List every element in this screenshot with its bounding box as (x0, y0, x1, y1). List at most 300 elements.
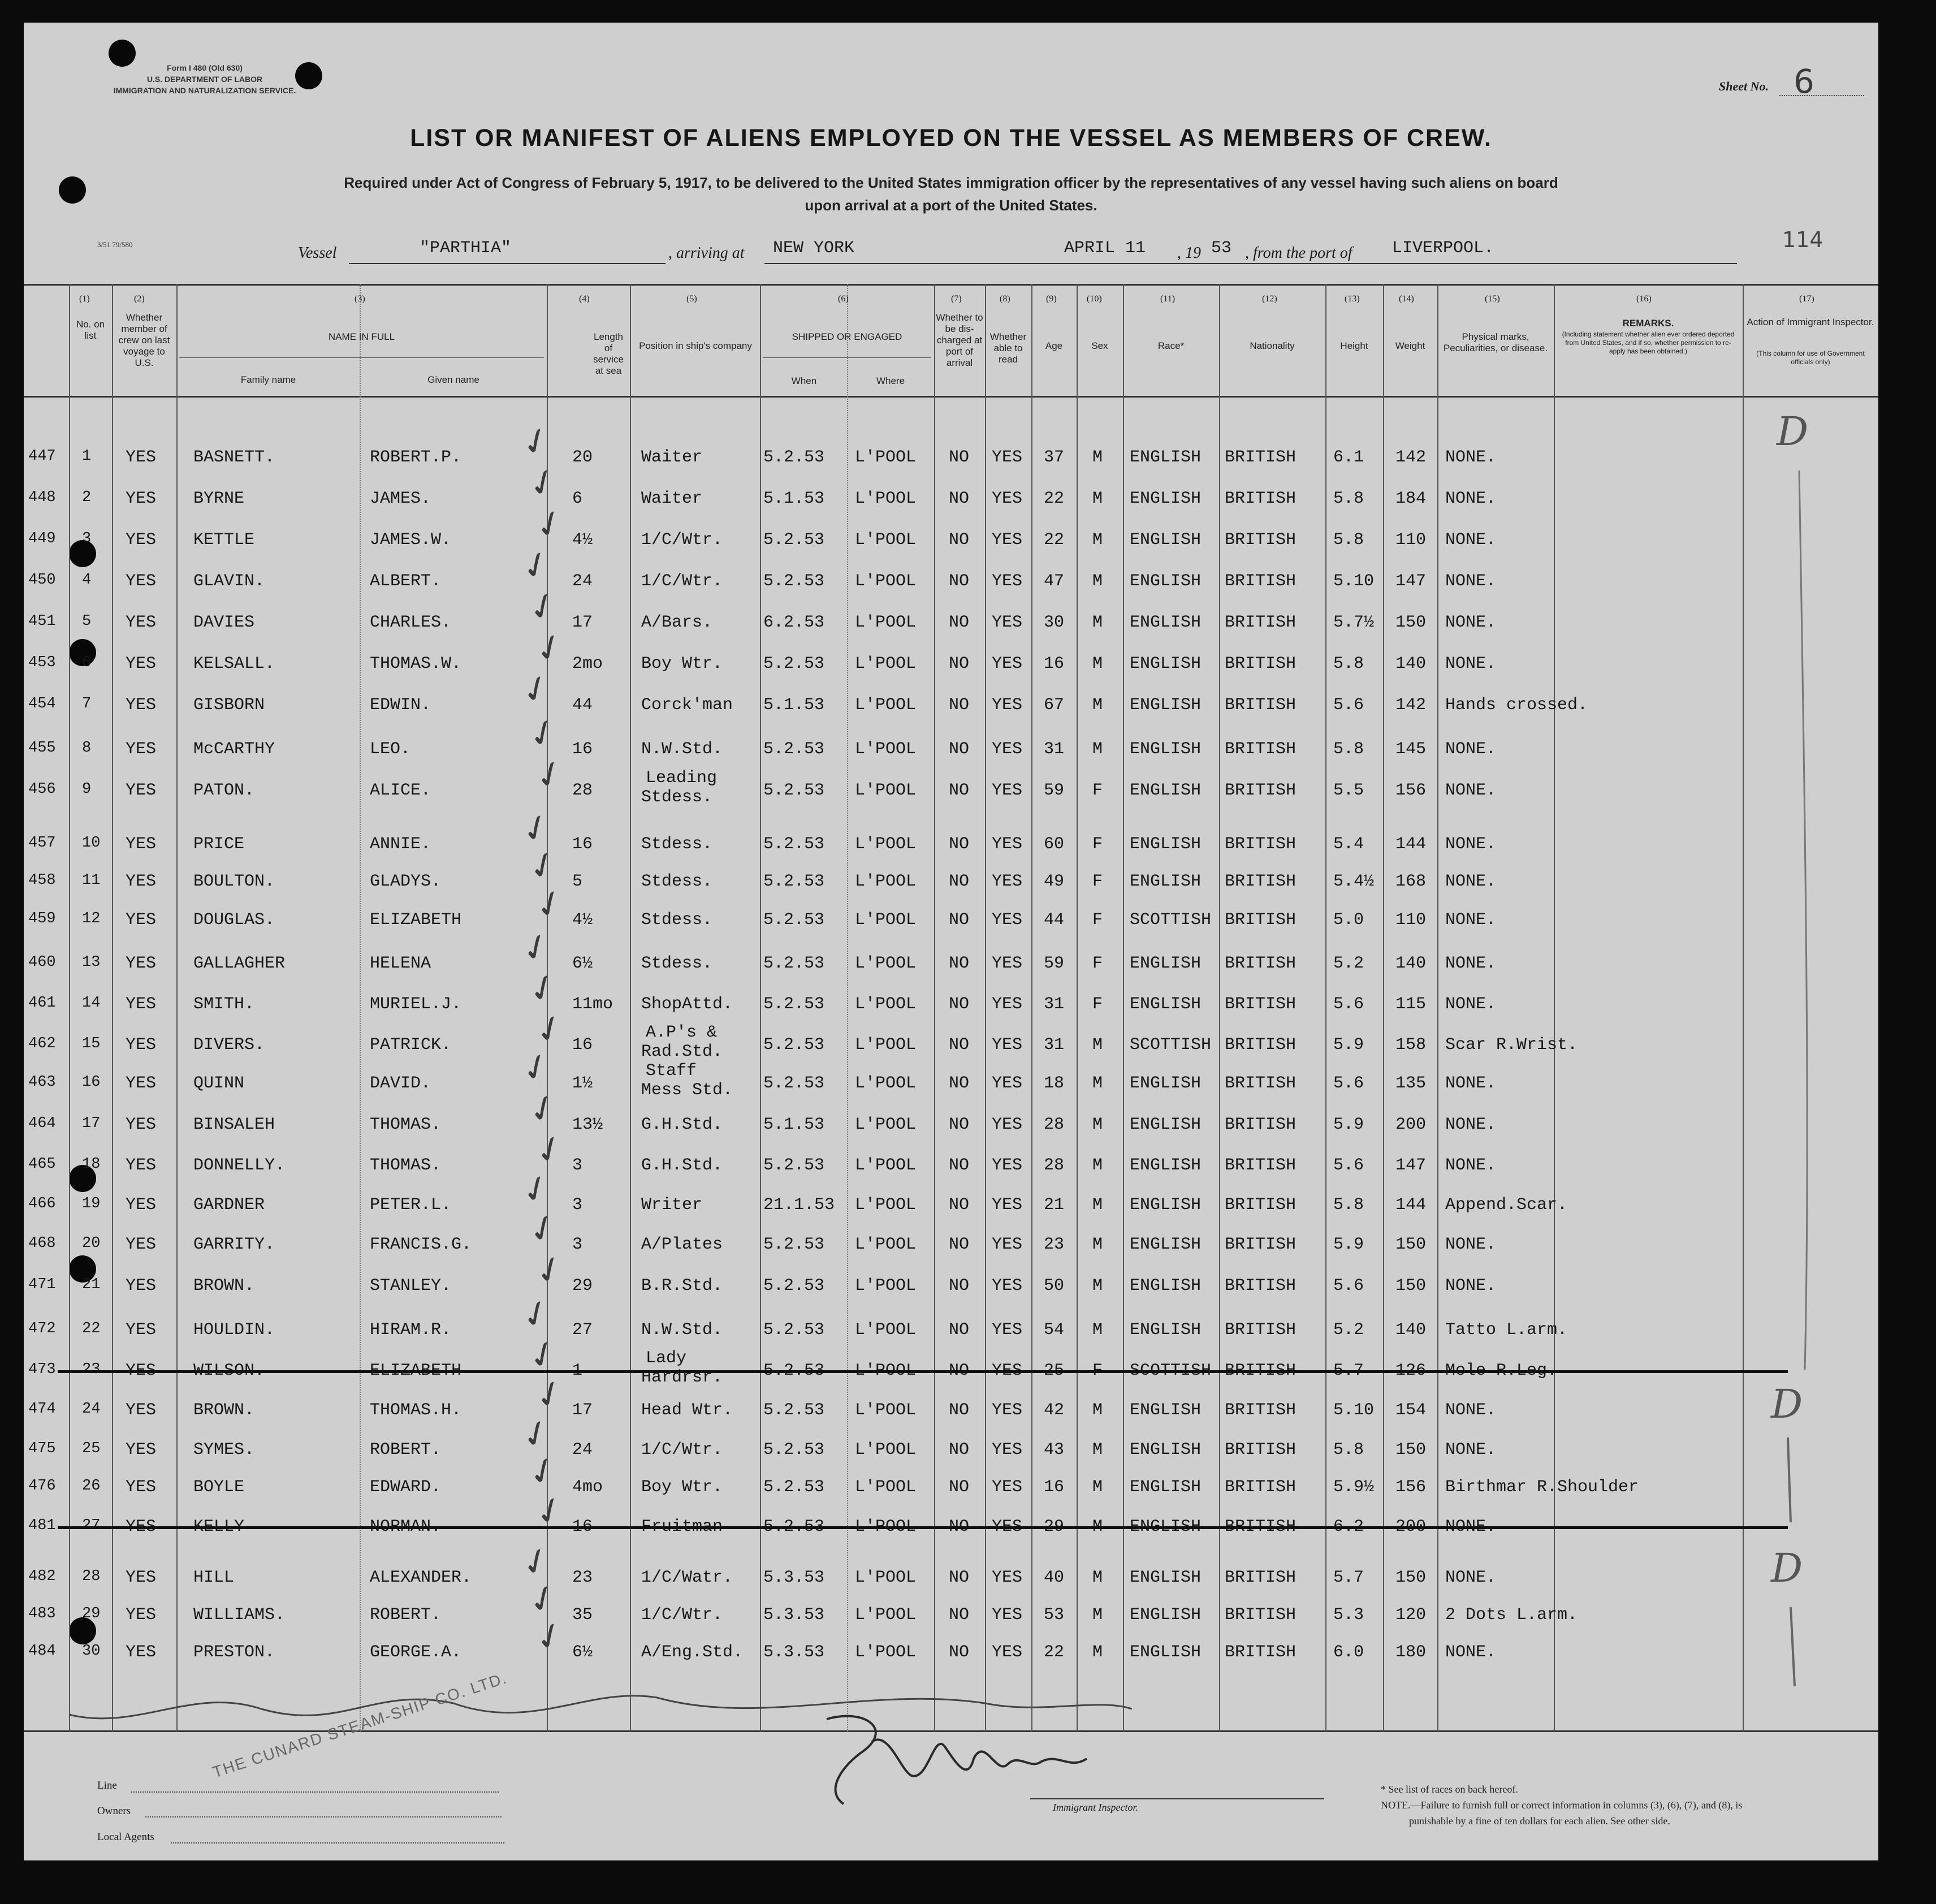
nationality: BRITISH (1225, 1115, 1297, 1134)
height: 5.6 (1333, 995, 1364, 1014)
penalty-note: NOTE.—Failure to furnish full or correct information in columns (3), (6), (7), and (8), is (1381, 1799, 1743, 1811)
shipped-port: L'POOL (855, 572, 917, 591)
discharge-flag: NO (949, 1156, 970, 1175)
page-title: LIST OR MANIFEST OF ALIENS EMPLOYED ON THE VESSEL AS MEMBERS OF CREW. (410, 124, 1492, 152)
physical-marks: NONE. (1445, 572, 1497, 591)
nationality: BRITISH (1225, 1517, 1297, 1536)
shipped-port: L'POOL (855, 1195, 917, 1215)
shipped-port: L'POOL (855, 1276, 917, 1296)
service-length: 27 (572, 1320, 593, 1340)
shipped-port: L'POOL (855, 1568, 917, 1587)
check-mark-icon: ✓ (514, 664, 558, 714)
header-remarks-note: (Including statement whether alien ever ordered deported from United States, and if so, whether permission to re-apply has been obtained.) (1562, 330, 1735, 355)
service-length: 2mo (572, 654, 603, 673)
height: 6.1 (1333, 448, 1364, 467)
read-flag: YES (992, 872, 1023, 891)
nationality: BRITISH (1225, 740, 1297, 759)
shipped-date: 5.2.53 (763, 1074, 825, 1093)
read-flag: YES (992, 740, 1023, 759)
race: ENGLISH (1130, 954, 1202, 973)
read-flag: YES (992, 654, 1023, 673)
serial-number: 481 (28, 1517, 56, 1534)
list-number: 23 (82, 1361, 101, 1378)
nationality: BRITISH (1225, 1195, 1297, 1215)
agents-underline (171, 1842, 504, 1843)
physical-marks: NONE. (1445, 489, 1497, 508)
col-number: (5) (686, 294, 697, 304)
serial-number: 454 (28, 696, 56, 713)
service-length: 4½ (572, 530, 593, 550)
header-height: Height (1340, 340, 1368, 351)
given-name: DAVID. (370, 1074, 431, 1093)
col-number: (17) (1799, 294, 1814, 304)
shipped-date: 5.2.53 (763, 781, 825, 800)
sex: M (1092, 489, 1103, 508)
physical-marks: NONE. (1445, 954, 1497, 973)
height: 5.2 (1333, 954, 1364, 973)
service-length: 5 (572, 872, 583, 891)
subtitle-2: upon arrival at a port of the United States. (805, 197, 1097, 214)
position: Head Wtr. (641, 1401, 733, 1420)
check-mark-icon: ✓ (521, 963, 565, 1013)
sex: F (1092, 781, 1103, 800)
header-read: Whether able to read (989, 331, 1027, 365)
check-mark-icon: ✓ (521, 1203, 565, 1254)
check-mark-icon: ✓ (528, 879, 572, 929)
shipped-port: L'POOL (855, 1440, 917, 1460)
col-number: (2) (134, 294, 145, 304)
serial-number: 456 (28, 781, 56, 798)
sex: F (1092, 872, 1103, 891)
weight: 110 (1395, 910, 1427, 930)
physical-marks: NONE. (1445, 1156, 1497, 1175)
race: ENGLISH (1130, 781, 1202, 800)
serial-number: 460 (28, 954, 56, 971)
col-number: (9) (1046, 294, 1057, 304)
nationality: BRITISH (1225, 1235, 1297, 1254)
col-number: (4) (579, 294, 590, 304)
position: Stdess. (641, 910, 713, 930)
given-name: JAMES.W. (370, 530, 452, 550)
given-name: CHARLES. (370, 613, 452, 632)
given-name: THOMAS.W. (370, 654, 462, 673)
list-number: 14 (82, 995, 101, 1012)
company-stamp: THE CUNARD STEAM-SHIP CO. LTD. (210, 1669, 509, 1781)
given-name: THOMAS. (370, 1115, 442, 1134)
sex: M (1092, 1605, 1103, 1625)
sex: M (1092, 1115, 1103, 1134)
member-flag: YES (126, 954, 157, 973)
list-number: 18 (82, 1156, 101, 1173)
position: Fruitman (641, 1517, 723, 1536)
nationality: BRITISH (1225, 572, 1297, 591)
weight: 115 (1395, 995, 1427, 1014)
shipped-date: 5.2.53 (763, 654, 825, 673)
height: 5.5 (1333, 781, 1364, 800)
age: 59 (1044, 781, 1065, 800)
header-race: Race* (1157, 340, 1185, 351)
age: 40 (1044, 1568, 1065, 1587)
age: 28 (1044, 1115, 1065, 1134)
read-flag: YES (992, 1478, 1023, 1497)
read-flag: YES (992, 1195, 1023, 1215)
nationality: BRITISH (1225, 1568, 1297, 1587)
nationality: BRITISH (1225, 1605, 1297, 1625)
serial-number: 458 (28, 872, 56, 889)
age: 31 (1044, 995, 1065, 1014)
sex: M (1092, 1320, 1103, 1340)
nationality: BRITISH (1225, 1320, 1297, 1340)
position: Rad.Std. (641, 1042, 723, 1061)
age: 60 (1044, 835, 1065, 854)
list-number: 13 (82, 954, 101, 971)
member-flag: YES (126, 1235, 157, 1254)
sex: M (1092, 1643, 1103, 1662)
height: 5.4½ (1333, 872, 1375, 891)
discharge-flag: NO (949, 1643, 970, 1662)
given-name: EDWIN. (370, 696, 431, 715)
header-where: Where (876, 375, 905, 386)
age: 67 (1044, 696, 1065, 715)
list-number: 27 (82, 1517, 101, 1534)
serial-number: 464 (28, 1115, 56, 1132)
age: 22 (1044, 530, 1065, 550)
position: A/Eng.Std. (641, 1643, 744, 1662)
race: ENGLISH (1130, 995, 1202, 1014)
family-name: GLAVIN. (193, 572, 265, 591)
serial-number: 483 (28, 1605, 56, 1622)
given-name: THOMAS.H. (370, 1401, 462, 1420)
shipped-date: 5.2.53 (763, 995, 825, 1014)
position: G.H.Std. (641, 1156, 723, 1175)
check-mark-icon: ✓ (528, 499, 572, 549)
read-flag: YES (992, 1568, 1023, 1587)
family-name: McCARTHY (193, 740, 275, 759)
height: 5.9 (1333, 1115, 1364, 1134)
family-name: WILLIAMS. (193, 1605, 286, 1625)
service-length: 6½ (572, 1643, 593, 1662)
service-length: 13½ (572, 1115, 603, 1134)
family-name: DAVIES (193, 613, 255, 632)
form-code: 3/51 79/580 (97, 240, 133, 249)
col-number: (3) (355, 294, 365, 304)
sex: M (1092, 572, 1103, 591)
service-length: 28 (572, 781, 593, 800)
given-name: ELIZABETH (370, 1361, 462, 1380)
member-flag: YES (126, 1568, 157, 1587)
age: 25 (1044, 1361, 1065, 1380)
shipped-date: 5.3.53 (763, 1643, 825, 1662)
list-number: 24 (82, 1401, 101, 1418)
discharge-flag: NO (949, 1235, 970, 1254)
member-flag: YES (126, 1478, 157, 1497)
col-number: (14) (1399, 294, 1414, 304)
position-line-1: Lady (646, 1349, 687, 1368)
sex: M (1092, 1440, 1103, 1460)
shipped-date: 5.2.53 (763, 1440, 825, 1460)
family-name: WILSON. (193, 1361, 265, 1380)
weight: 110 (1395, 530, 1427, 550)
check-mark-icon: ✓ (514, 1042, 558, 1093)
shipped-port: L'POOL (855, 1115, 917, 1134)
physical-marks: NONE. (1445, 1643, 1497, 1662)
position: B.R.Std. (641, 1276, 723, 1296)
given-name: PETER.L. (370, 1195, 452, 1215)
member-flag: YES (126, 654, 157, 673)
serial-number: 474 (28, 1401, 56, 1418)
position-line-1: Staff (646, 1061, 697, 1081)
race: SCOTTISH (1130, 910, 1212, 930)
department: U.S. DEPARTMENT OF LABOR (146, 75, 263, 84)
sex: F (1092, 910, 1103, 930)
height: 5.9 (1333, 1035, 1364, 1055)
sheet-label: Sheet No. (1719, 79, 1769, 93)
given-name: THOMAS. (370, 1156, 442, 1175)
family-name: SMITH. (193, 995, 255, 1014)
header-shipped: SHIPPED OR ENGAGED (792, 331, 902, 342)
shipped-port: L'POOL (855, 654, 917, 673)
check-mark-icon: ✓ (528, 749, 572, 800)
discharge-flag: NO (949, 1115, 970, 1134)
age: 22 (1044, 1643, 1065, 1662)
race: ENGLISH (1130, 1517, 1202, 1536)
shipped-date: 5.2.53 (763, 530, 825, 550)
nationality: BRITISH (1225, 489, 1297, 508)
age: 49 (1044, 872, 1065, 891)
family-name: KETTLE (193, 530, 255, 550)
check-mark-icon: ✓ (521, 840, 565, 891)
weight: 135 (1395, 1074, 1427, 1093)
check-mark-icon: ✓ (528, 1004, 572, 1054)
read-flag: YES (992, 1517, 1023, 1536)
check-mark-icon: ✓ (521, 581, 565, 632)
col-number: (8) (1000, 294, 1010, 304)
member-flag: YES (126, 1115, 157, 1134)
discharge-flag: NO (949, 1401, 970, 1420)
discharge-flag: NO (949, 995, 970, 1014)
sex: M (1092, 1074, 1103, 1093)
list-number: 30 (82, 1643, 101, 1660)
physical-marks: NONE. (1445, 1517, 1497, 1536)
serial-number: 476 (28, 1478, 56, 1495)
inspector-label: Immigrant Inspector. (1053, 1802, 1138, 1813)
service-length: 35 (572, 1605, 593, 1625)
age: 50 (1044, 1276, 1065, 1296)
age: 54 (1044, 1320, 1065, 1340)
discharge-flag: NO (949, 530, 970, 550)
discharge-flag: NO (949, 954, 970, 973)
race: ENGLISH (1130, 1276, 1202, 1296)
check-mark-icon: ✓ (514, 922, 558, 973)
weight: 147 (1395, 572, 1427, 591)
list-number: 1 (82, 448, 92, 465)
inspector-d-mark: D (1771, 1381, 1803, 1427)
height: 5.6 (1333, 696, 1364, 715)
list-number: 2 (82, 489, 92, 506)
physical-marks: NONE. (1445, 1276, 1497, 1296)
age: 47 (1044, 572, 1065, 591)
family-name: GISBORN (193, 696, 265, 715)
height: 5.6 (1333, 1074, 1364, 1093)
service-length: 3 (572, 1195, 583, 1215)
sex: M (1092, 1235, 1103, 1254)
weight: 150 (1395, 1440, 1427, 1460)
list-number: 28 (82, 1568, 101, 1585)
service-length: 16 (572, 1517, 593, 1536)
read-flag: YES (992, 530, 1023, 550)
weight: 154 (1395, 1401, 1427, 1420)
discharge-flag: NO (949, 1320, 970, 1340)
service-length: 44 (572, 696, 593, 715)
sex: M (1092, 1568, 1103, 1587)
list-number: 3 (82, 530, 92, 547)
position: 1/C/Wtr. (641, 530, 723, 550)
member-flag: YES (126, 696, 157, 715)
weight: 142 (1395, 696, 1427, 715)
sex: M (1092, 1478, 1103, 1497)
position: Stdess. (641, 954, 713, 973)
weight: 150 (1395, 1276, 1427, 1296)
serial-number: 447 (28, 448, 56, 465)
family-name: QUINN (193, 1074, 245, 1093)
family-name: DONNELLY. (193, 1156, 286, 1175)
nationality: BRITISH (1225, 1643, 1297, 1662)
nationality: BRITISH (1225, 530, 1297, 550)
service-length: 1 (572, 1361, 583, 1380)
list-number: 22 (82, 1320, 101, 1337)
member-flag: YES (126, 1195, 157, 1215)
race: ENGLISH (1130, 1401, 1202, 1420)
member-flag: YES (126, 1517, 157, 1536)
shipped-date: 5.2.53 (763, 1401, 825, 1420)
nationality: BRITISH (1225, 1361, 1297, 1380)
check-mark-icon: ✓ (528, 1245, 572, 1295)
member-flag: YES (126, 489, 157, 508)
member-flag: YES (126, 1320, 157, 1340)
serial-number: 471 (28, 1276, 56, 1293)
col-number: (7) (951, 294, 962, 304)
family-name: BROWN. (193, 1401, 255, 1420)
race: ENGLISH (1130, 740, 1202, 759)
shipped-port: L'POOL (855, 696, 917, 715)
list-number: 25 (82, 1440, 101, 1457)
sex: M (1092, 1035, 1103, 1055)
sex: M (1092, 448, 1103, 467)
physical-marks: NONE. (1445, 448, 1497, 467)
shipped-port: L'POOL (855, 489, 917, 508)
weight: 126 (1395, 1361, 1427, 1380)
physical-marks: NONE. (1445, 740, 1497, 759)
sex: F (1092, 954, 1103, 973)
race: ENGLISH (1130, 448, 1202, 467)
family-name: KELSALL. (193, 654, 275, 673)
height: 5.8 (1333, 530, 1364, 550)
physical-marks: NONE. (1445, 1235, 1497, 1254)
service-length: 3 (572, 1156, 583, 1175)
shipped-date: 5.1.53 (763, 489, 825, 508)
physical-marks: NONE. (1445, 872, 1497, 891)
sheet-number: 6 (1794, 62, 1814, 101)
position: 1/C/Wtr. (641, 572, 723, 591)
service-length: 3 (572, 1235, 583, 1254)
serial-number: 473 (28, 1361, 56, 1378)
read-flag: YES (992, 1361, 1023, 1380)
given-name: ROBERT.P. (370, 448, 462, 467)
weight: 120 (1395, 1605, 1427, 1625)
discharge-flag: NO (949, 1605, 970, 1625)
height: 5.8 (1333, 740, 1364, 759)
position: Corck'man (641, 696, 733, 715)
arriving-label: , arriving at (668, 244, 745, 262)
weight: 140 (1395, 1320, 1427, 1340)
serial-number: 448 (28, 489, 56, 506)
col-number: (12) (1262, 294, 1277, 304)
list-number: 20 (82, 1235, 101, 1252)
position: Waiter (641, 448, 703, 467)
list-number: 9 (82, 781, 92, 798)
sex: M (1092, 1195, 1103, 1215)
given-name: MURIEL.J. (370, 995, 462, 1014)
form-number: Form I 480 (Old 630) (167, 63, 243, 72)
shipped-date: 5.2.53 (763, 954, 825, 973)
nationality: BRITISH (1225, 835, 1297, 854)
inspector-pencil-line (1788, 1437, 1791, 1522)
physical-marks: NONE. (1445, 1440, 1497, 1460)
shipped-date: 5.2.53 (763, 910, 825, 930)
position: N.W.Std. (641, 740, 723, 759)
nationality: BRITISH (1225, 1074, 1297, 1093)
race: ENGLISH (1130, 1568, 1202, 1587)
header-discharged: Whether to be dis-charged at port of arrival (936, 312, 983, 368)
signature-line (1030, 1798, 1324, 1799)
arrival-port: NEW YORK (773, 239, 855, 258)
read-flag: YES (992, 1235, 1023, 1254)
manifest-sheet (24, 23, 1878, 1860)
height: 5.8 (1333, 489, 1364, 508)
physical-marks: NONE. (1445, 835, 1497, 854)
shipped-port: L'POOL (855, 1517, 917, 1536)
member-flag: YES (126, 872, 157, 891)
family-name: HOULDIN. (193, 1320, 275, 1340)
family-name: PRICE (193, 835, 245, 854)
header-physical: Physical marks, Peculiarities, or disease. (1443, 331, 1548, 353)
member-flag: YES (126, 1276, 157, 1296)
check-mark-icon: ✓ (514, 803, 558, 853)
discharge-flag: NO (949, 1568, 970, 1587)
sex: M (1092, 530, 1103, 550)
discharge-flag: NO (949, 1478, 970, 1497)
given-name: STANLEY. (370, 1276, 452, 1296)
weight: 140 (1395, 954, 1427, 973)
check-mark-icon: ✓ (528, 1369, 572, 1419)
nationality: BRITISH (1225, 1440, 1297, 1460)
list-number: 17 (82, 1115, 101, 1132)
age: 23 (1044, 1235, 1065, 1254)
shipped-date: 5.3.53 (763, 1568, 825, 1587)
age: 31 (1044, 1035, 1065, 1055)
given-name: ELIZABETH (370, 910, 462, 930)
weight: 144 (1395, 1195, 1427, 1215)
shipped-port: L'POOL (855, 1361, 917, 1380)
sex: M (1092, 1276, 1103, 1296)
read-flag: YES (992, 1035, 1023, 1055)
physical-marks: NONE. (1445, 530, 1497, 550)
check-mark-icon: ✓ (528, 623, 572, 673)
owners-underline (145, 1816, 502, 1817)
sex: M (1092, 1517, 1103, 1536)
race: ENGLISH (1130, 1195, 1202, 1215)
header-given-name: Given name (427, 374, 479, 385)
